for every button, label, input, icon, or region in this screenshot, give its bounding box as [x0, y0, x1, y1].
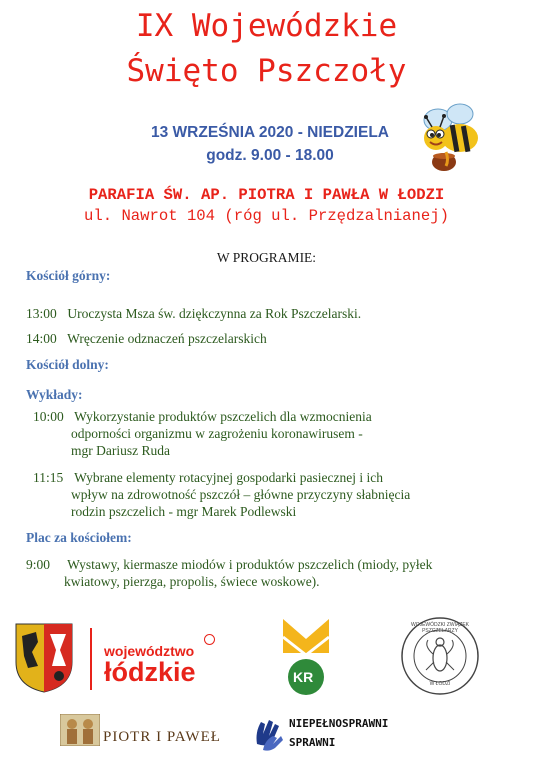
program-heading: W PROGRAMIE: — [216, 250, 317, 265]
kr-logo — [281, 617, 331, 697]
square-item — [26, 556, 432, 573]
item-text-line3: mgr Dariusz Ruda — [71, 443, 170, 458]
item-text-line3: rodzin pszczelich - mgr Marek Podlewski — [71, 504, 297, 519]
item-text-line1: Wykorzystanie produktów pszczelich dla wzmocnienia — [74, 409, 372, 424]
kr-logo-text: KR — [293, 669, 314, 685]
section-square: Plac za kościołem: — [26, 530, 132, 545]
title-line-1: IX Wojewódzkie — [135, 8, 398, 44]
disabled-logo-line1: NIEPEŁNOSPRAWNI — [289, 717, 389, 730]
section-lower-church: Kościół dolny: — [26, 357, 109, 372]
voivodeship-logo-line2: łódzkie — [104, 657, 196, 687]
seal-ring-text: WOJEWÓDZKI ZWIĄZEK PSZCZELARZY — [410, 622, 470, 634]
program-item — [26, 305, 361, 322]
parish-logo-text: PIOTR I PAWEŁ — [103, 729, 221, 745]
item-text-line2: odporności organizmu w zagrożeniu koronawirusem - — [71, 426, 363, 441]
item-text: Uroczysta Msza św. dziękczynna za Rok Pszczelarski. — [67, 306, 362, 321]
voivodeship-logo-line1: województwo — [104, 643, 195, 659]
item-text-line1: Wystawy, kiermasze miodów i produktów pszczelich (miody, pyłek — [67, 557, 433, 572]
parish-address: ul. Nawrot 104 (róg ul. Przędzalnianej) — [84, 207, 449, 225]
item-text-line2: wpływ na zdrowotność pszczół – główne przyczyny słabnięcia — [71, 487, 411, 502]
seal-city-text: W ŁODZI — [429, 681, 451, 687]
title-line-2: Święto Pszczoły — [126, 53, 407, 89]
event-hours: godz. 9.00 - 18.00 — [206, 147, 334, 164]
lecture-item — [33, 469, 383, 486]
disabled-logo-line2: SPRAWNI — [289, 736, 336, 749]
bee-illustration — [416, 100, 488, 176]
lecture-item — [33, 408, 372, 425]
item-time: 14:00 — [26, 331, 57, 346]
copyright-mark-icon — [204, 634, 215, 645]
section-lectures: Wykłady: — [26, 387, 83, 402]
parish-name: PARAFIA ŚW. AP. PIOTRA I PAWŁA W ŁODZI — [88, 186, 445, 204]
event-date: 13 WRZEŚNIA 2020 - NIEDZIELA — [150, 124, 389, 141]
program-item — [26, 330, 267, 347]
item-text-line2: kwiatowy, pierzga, propolis, świece woskowe). — [64, 574, 320, 589]
logo-divider — [90, 628, 92, 690]
section-upper-church: Kościół górny: — [26, 268, 111, 283]
item-text-line1: Wybrane elementy rotacyjnej gospodarki pasiecznej i ich — [74, 470, 383, 485]
saints-peter-paul-icon — [60, 714, 100, 746]
item-time: 11:15 — [33, 470, 64, 485]
item-time: 10:00 — [33, 409, 64, 424]
item-time: 13:00 — [26, 306, 57, 321]
item-time: 9:00 — [26, 557, 51, 572]
coat-of-arms-logo — [14, 622, 74, 694]
item-text: Wręczenie odznaczeń pszczelarskich — [67, 331, 267, 346]
sign-language-hands-icon — [253, 714, 285, 752]
